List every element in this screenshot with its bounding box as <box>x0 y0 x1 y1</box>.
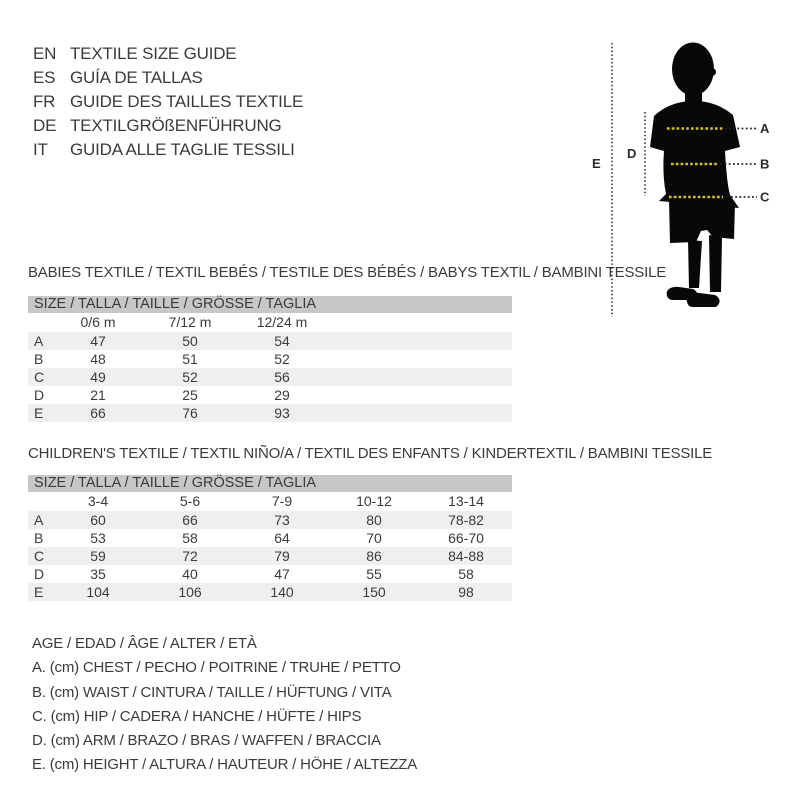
table-row <box>28 368 512 386</box>
cell: 40 <box>182 566 198 582</box>
legend-waist: B. (cm) WAIST / CINTURA / TAILLE / HÜFTUNG / VITA <box>32 683 392 701</box>
table-row <box>28 583 512 601</box>
cell: 47 <box>90 333 106 349</box>
legend-hip: C. (cm) HIP / CADERA / HANCHE / HÜFTE / HIPS <box>32 707 362 725</box>
label-d: D <box>627 146 637 161</box>
cell: 70 <box>366 530 382 546</box>
table-row <box>28 386 512 404</box>
cell: 150 <box>362 584 386 600</box>
legend-chest: A. (cm) CHEST / PECHO / POITRINE / TRUHE / PETTO <box>32 659 401 677</box>
cell: 140 <box>270 584 294 600</box>
cell: 52 <box>274 351 290 367</box>
lang-row-de <box>33 114 303 138</box>
cell: 73 <box>274 512 290 528</box>
cell: 50 <box>182 333 198 349</box>
legend-arm: D. (cm) ARM / BRAZO / BRAS / WAFFEN / BRACCIA <box>32 732 381 750</box>
cell: 52 <box>182 369 198 385</box>
column-header: 3-4 <box>87 493 109 509</box>
lang-code: DE <box>33 116 57 135</box>
cell: 35 <box>90 566 106 582</box>
column-header: 13-14 <box>448 493 484 509</box>
children-size-header: SIZE / TALLA / TAILLE / GRÖSSE / TAGLIA <box>28 475 512 492</box>
cell: 53 <box>90 530 106 546</box>
cell: 55 <box>366 566 382 582</box>
cell: 48 <box>90 351 106 367</box>
row-label: D <box>34 387 45 403</box>
cell: 72 <box>182 548 198 564</box>
column-header: 12/24 m <box>256 314 308 330</box>
row-label: B <box>34 530 44 546</box>
lang-code: ES <box>33 68 56 87</box>
cell: 47 <box>274 566 290 582</box>
row-label: C <box>34 548 45 564</box>
cell: 66 <box>182 512 198 528</box>
cell: 51 <box>182 351 198 367</box>
table-row <box>28 511 512 529</box>
babies-column-headers <box>28 313 512 332</box>
children-column-headers <box>28 492 512 511</box>
table-row <box>28 332 512 350</box>
children-size-table <box>28 475 512 601</box>
cell: 79 <box>274 548 290 564</box>
lang-title: GUÍA DE TALLAS <box>70 68 203 87</box>
cell: 49 <box>90 369 106 385</box>
table-row <box>28 529 512 547</box>
cell: 86 <box>366 548 382 564</box>
cell: 98 <box>458 584 474 600</box>
lang-title: GUIDE DES TAILLES TEXTILE <box>70 92 304 111</box>
lang-row-es <box>33 66 303 90</box>
lang-row-it <box>33 138 303 162</box>
children-section-title: CHILDREN'S TEXTILE / TEXTIL NIÑO/A / TEXTIL DES ENFANTS / KINDERTEXTIL / BAMBINI TESSILE <box>28 445 713 462</box>
label-e: E <box>592 156 601 171</box>
row-label: C <box>34 369 45 385</box>
cell: 21 <box>90 387 106 403</box>
cell: 54 <box>274 333 290 349</box>
cell: 58 <box>458 566 474 582</box>
cell: 60 <box>90 512 106 528</box>
cell: 104 <box>86 584 110 600</box>
row-label: E <box>34 405 44 421</box>
measurement-legend <box>32 632 417 778</box>
table-row <box>28 404 512 422</box>
corner-cell <box>28 313 52 332</box>
row-label: D <box>34 566 45 582</box>
language-guide <box>33 42 303 162</box>
lang-row-fr <box>33 90 303 114</box>
lang-title: TEXTILGRÖßENFÜHRUNG <box>70 116 282 135</box>
lang-code: IT <box>33 140 48 159</box>
corner-cell <box>28 492 52 511</box>
babies-size-table <box>28 296 512 422</box>
cell: 29 <box>274 387 290 403</box>
column-header: 5-6 <box>179 493 201 509</box>
label-a: A <box>760 121 770 136</box>
table-row <box>28 547 512 565</box>
cell: 59 <box>90 548 106 564</box>
cell: 58 <box>182 530 198 546</box>
label-c: C <box>760 189 770 205</box>
label-b: B <box>760 156 770 172</box>
cell: 76 <box>182 405 198 421</box>
cell: 80 <box>366 512 382 528</box>
row-label: B <box>34 351 44 367</box>
table-row <box>28 350 512 368</box>
cell: 66 <box>90 405 106 421</box>
babies-section-title: BABIES TEXTILE / TEXTIL BEBÉS / TESTILE DES BÉBÉS / BABYS TEXTIL / BAMBINI TESSILE <box>28 264 667 281</box>
row-label: A <box>34 333 44 349</box>
cell: 93 <box>274 405 290 421</box>
lang-title: GUIDA ALLE TAGLIE TESSILI <box>70 140 295 159</box>
column-header: 0/6 m <box>80 314 116 330</box>
babies-size-header: SIZE / TALLA / TAILLE / GRÖSSE / TAGLIA <box>28 296 512 313</box>
column-header: 7-9 <box>271 493 293 509</box>
cell: 25 <box>182 387 198 403</box>
cell: 78-82 <box>448 512 484 528</box>
table-row <box>28 565 512 583</box>
cell: 56 <box>274 369 290 385</box>
cell: 106 <box>178 584 202 600</box>
lang-code: EN <box>33 44 57 63</box>
legend-age: AGE / EDAD / ÂGE / ALTER / ETÀ <box>32 635 257 652</box>
lang-row-en <box>33 42 303 66</box>
row-label: E <box>34 584 44 600</box>
column-header: 7/12 m <box>168 314 212 330</box>
cell: 84-88 <box>448 548 484 564</box>
column-header: 10-12 <box>356 493 392 509</box>
cell: 64 <box>274 530 290 546</box>
cell: 66-70 <box>448 530 484 546</box>
row-label: A <box>34 512 44 528</box>
legend-height: E. (cm) HEIGHT / ALTURA / HAUTEUR / HÖHE / ALTEZZA <box>32 756 418 774</box>
lang-title: TEXTILE SIZE GUIDE <box>70 44 237 63</box>
lang-code: FR <box>33 92 56 111</box>
